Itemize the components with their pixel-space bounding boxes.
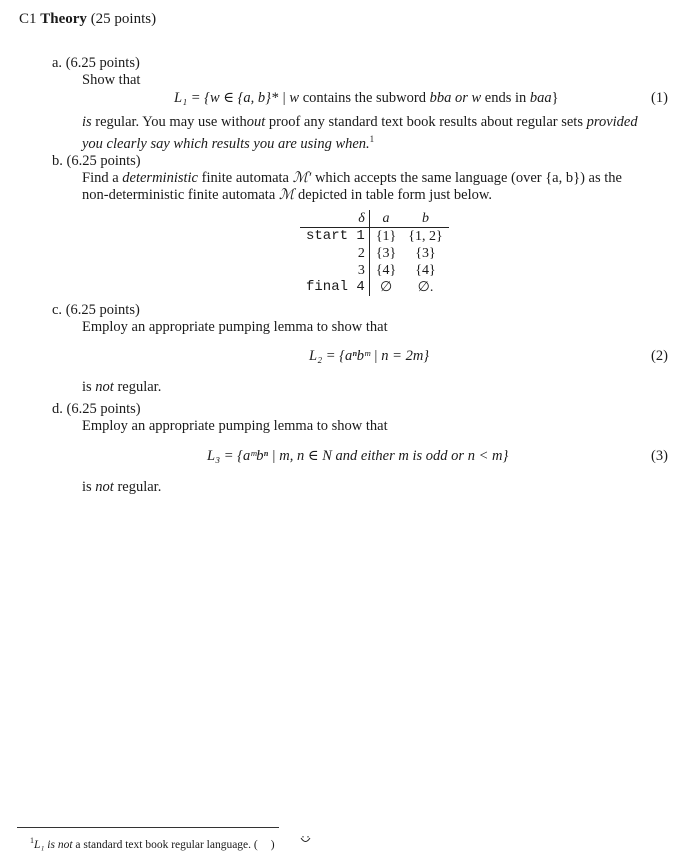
part-b-Mprime: ℳ′ — [292, 170, 312, 186]
part-d-header — [52, 401, 141, 418]
heading-points: (25 points) — [90, 11, 157, 27]
part-b-l1a: Find a — [82, 170, 123, 186]
table-cell-a: {1} — [375, 229, 397, 244]
part-d-is: is — [82, 479, 96, 495]
equation-1 — [174, 90, 559, 107]
section-heading — [19, 11, 156, 28]
equation-2: L₂ = {aⁿbᵐ | n = 2m} — [309, 348, 430, 364]
footnote-mark: 1 — [30, 836, 34, 845]
eq1-mid1: contains the subword — [299, 90, 430, 106]
part-b-l1b: finite automata — [198, 170, 293, 186]
table-header-row — [300, 210, 449, 228]
eq3-b: m is odd — [394, 448, 452, 464]
part-a-out: out — [246, 114, 266, 130]
footnote-b: a standard text book regular language. ( — [72, 838, 258, 851]
part-d-points: (6.25 points) — [66, 401, 141, 417]
table-state: 3 — [300, 262, 369, 279]
equation-2-number: (2) — [651, 348, 668, 364]
table-cell-b: {3} — [415, 246, 436, 261]
part-c-header — [52, 302, 140, 319]
part-a-points: (6.25 points) — [65, 55, 140, 71]
table-row — [300, 245, 449, 262]
table-cell-a: {4} — [375, 263, 397, 278]
heading-title: Theory — [40, 11, 87, 27]
footnote — [30, 832, 275, 854]
eq1-mid2: ends in — [481, 90, 530, 106]
part-a-intro: Show that — [82, 72, 141, 88]
eq1-w: w — [471, 90, 482, 106]
table-state: final 4 — [300, 279, 369, 296]
part-a-line2-text: you clearly say which results you are using when. — [82, 135, 370, 152]
part-d-intro: Employ an appropriate pumping lemma to show that — [82, 418, 388, 434]
table-cell-a: {3} — [375, 246, 397, 261]
eq1-or: or — [451, 90, 472, 106]
footnote-ref: 1 — [369, 134, 375, 144]
eq1-word1: bba — [429, 90, 452, 106]
part-d-marker: d. — [52, 401, 63, 417]
eq3-c: n < m} — [464, 448, 509, 464]
part-b-line2 — [82, 187, 492, 204]
table-header-b: b — [402, 210, 448, 228]
footnote-rule — [17, 827, 279, 828]
part-a-line1 — [82, 114, 638, 131]
table-cell-b: {1, 2} — [408, 229, 443, 244]
part-c-conclusion — [82, 379, 161, 396]
smiley-icon — [298, 834, 313, 847]
equation-3-number: (3) — [651, 448, 668, 464]
part-d-conclusion — [82, 479, 161, 496]
table-row — [300, 279, 449, 296]
table-cell-b: {4} — [415, 263, 436, 278]
part-c-points: (6.25 points) — [65, 302, 140, 318]
part-b-points: (6.25 points) — [66, 153, 141, 169]
part-a-tail: proof any standard text book results about regular sets — [265, 114, 587, 130]
footnote-c: ) — [270, 838, 275, 851]
transition-table — [300, 210, 449, 296]
eq1-word2: baa — [529, 90, 552, 106]
part-b-M: ℳ — [278, 187, 295, 203]
eq3-either: either — [360, 448, 395, 464]
part-b-det: deterministic — [122, 170, 198, 186]
part-b-l1c: which accepts the same language (over {a, b}) as the — [311, 170, 622, 186]
part-a-is: is — [82, 114, 92, 130]
part-a-provided: provided — [586, 114, 638, 130]
part-b-marker: b. — [52, 153, 63, 169]
equation-1-number: (1) — [651, 90, 668, 106]
part-c-intro: Employ an appropriate pumping lemma to show that — [82, 319, 388, 335]
part-b-l2b: depicted in table form just below. — [294, 187, 492, 203]
part-a-rest: regular. You may use with — [91, 114, 247, 130]
table-state: 2 — [300, 245, 369, 262]
heading-prefix: C1 — [19, 11, 37, 27]
part-c-is: is — [82, 379, 96, 395]
equation-3 — [207, 448, 508, 465]
part-b-line1 — [82, 170, 622, 187]
table-header-delta: δ — [300, 210, 369, 228]
table-row — [300, 262, 449, 279]
table-header-a: a — [369, 210, 402, 228]
table-cell-a: ∅ — [379, 280, 393, 295]
part-c-not: not — [95, 379, 114, 395]
eq1-lhs: L₁ = {w ∈ {a, b}* | w — [174, 90, 300, 106]
footnote-not: not — [57, 838, 73, 851]
eq1-close: } — [551, 90, 559, 106]
part-d-not: not — [95, 479, 114, 495]
eq3-a: L₃ = {aᵐbⁿ | m, n ∈ N and — [207, 448, 361, 464]
part-c-marker: c. — [52, 302, 63, 318]
part-b-header — [52, 153, 141, 170]
table-cell-b: ∅. — [417, 280, 434, 295]
part-a-header — [52, 55, 140, 72]
part-a-line2 — [82, 131, 374, 153]
part-a-marker: a. — [52, 55, 63, 71]
table-row — [300, 228, 449, 246]
part-d-regular: regular. — [113, 479, 162, 495]
eq3-or: or — [451, 448, 465, 464]
footnote-a: L₁ is — [34, 838, 58, 851]
part-b-l2a: non-deterministic finite automata — [82, 187, 279, 203]
part-c-regular: regular. — [113, 379, 162, 395]
table-state: start 1 — [300, 228, 369, 246]
